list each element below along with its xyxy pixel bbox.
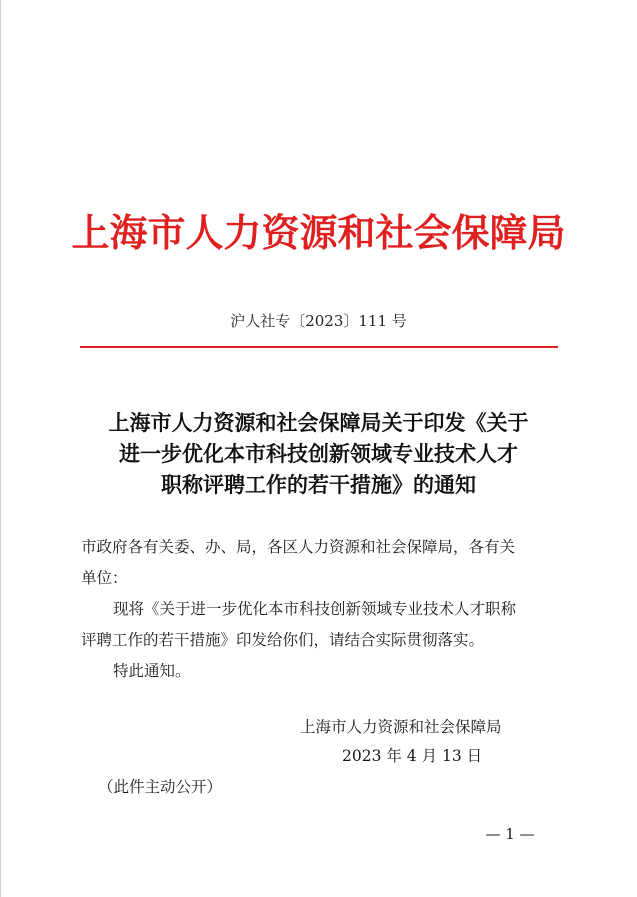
document-title-line: 上海市人力资源和社会保障局关于印发《关于	[108, 411, 529, 435]
issue-date: 2023 年 4 月 13 日	[342, 747, 483, 765]
disclosure-note: （此件主动公开）	[98, 778, 223, 796]
document-title-line: 进一步优化本市科技创新领域专业技术人才	[119, 442, 518, 466]
agency-header-title: 上海市人力资源和社会保障局	[71, 210, 566, 255]
salutation-line: 市政府各有关委、办、局，各区人力资源和社会保障局，各有关	[81, 538, 516, 556]
body-paragraph-line: 现将《关于进一步优化本市科技创新领域专业技术人才职称	[113, 600, 517, 618]
body-paragraph-line: 评聘工作的若干措施》印发给你们，请结合实际贯彻落实。	[81, 631, 485, 649]
salutation-line: 单位：	[81, 569, 128, 587]
closing-text: 特此通知。	[113, 662, 191, 680]
document-title-line: 职称评聘工作的若干措施》的通知	[161, 473, 476, 497]
page-edge	[0, 0, 1, 897]
page-number: — 1 —	[485, 825, 535, 843]
header-divider	[80, 346, 558, 348]
document-title	[70, 408, 567, 501]
issuer-signature: 上海市人力资源和社会保障局	[300, 718, 502, 736]
document-number: 沪人社专〔2023〕111 号	[230, 312, 407, 330]
